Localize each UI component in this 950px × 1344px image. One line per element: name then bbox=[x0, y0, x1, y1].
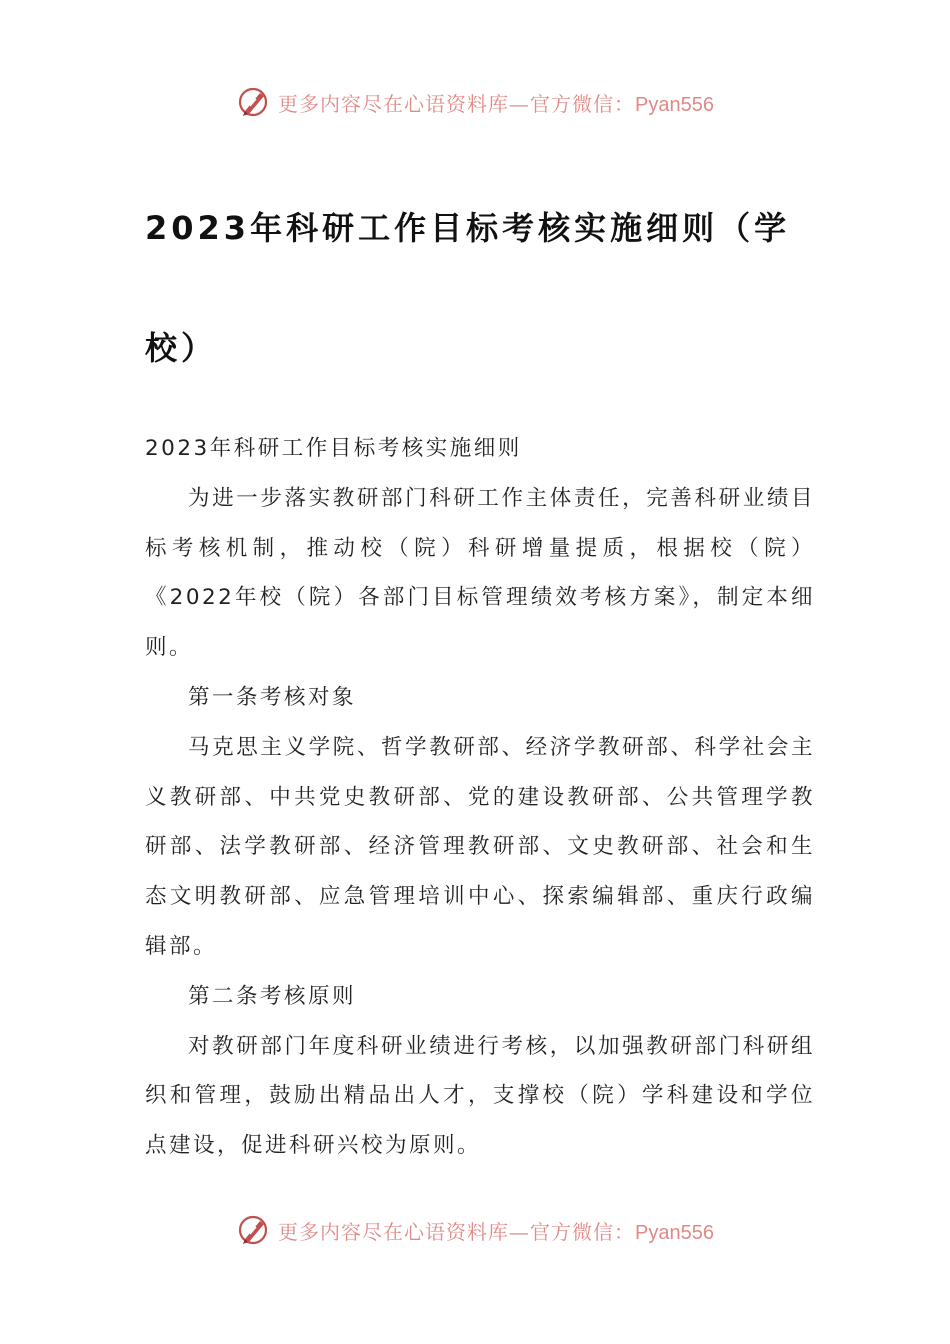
watermark-slogan: 更多内容尽在心语资料库—官方微信： bbox=[278, 1219, 636, 1244]
article-2-heading: 第二条考核原则 bbox=[188, 983, 357, 1009]
document-title: 2023年科研工作目标考核实施细则（学校） bbox=[145, 209, 791, 367]
paragraph-intro: 为进一步落实教研部门科研工作主体责任，完善科研业绩目标考核机制，推动校（院）科研增量提质，根据校（院）《2022年校（院）各部门目标管理绩效考核方案》，制定本细则。 bbox=[145, 485, 815, 661]
document-body bbox=[145, 424, 815, 1171]
pen-logo-icon bbox=[236, 1212, 272, 1248]
pen-logo-icon bbox=[236, 84, 272, 120]
watermark-text bbox=[278, 1216, 714, 1245]
document-subtitle: 2023年科研工作目标考核实施细则 bbox=[145, 436, 522, 461]
watermark-wechat-id: Pyan556 bbox=[635, 93, 714, 116]
watermark-banner-top bbox=[0, 80, 950, 124]
watermark-slogan: 更多内容尽在心语资料库—官方微信： bbox=[278, 91, 636, 116]
article-2-body: 对教研部门年度科研业绩进行考核，以加强教研部门科研组织和管理，鼓励出精品出人才，支撑校（院）学科建设和学位点建设，促进科研兴校为原则。 bbox=[145, 1033, 815, 1159]
watermark-banner-bottom bbox=[0, 1208, 950, 1252]
article-1-heading: 第一条考核对象 bbox=[188, 684, 357, 710]
article-1-body: 马克思主义学院、哲学教研部、经济学教研部、科学社会主义教研部、中共党史教研部、党的建设教研部、公共管理学教研部、法学教研部、经济管理教研部、文史教研部、社会和生态文明教研部、应急管理培训中心、探索编辑部、重庆行政编辑部。 bbox=[145, 734, 815, 959]
watermark-text bbox=[278, 88, 714, 117]
watermark-wechat-id: Pyan556 bbox=[635, 1221, 714, 1244]
